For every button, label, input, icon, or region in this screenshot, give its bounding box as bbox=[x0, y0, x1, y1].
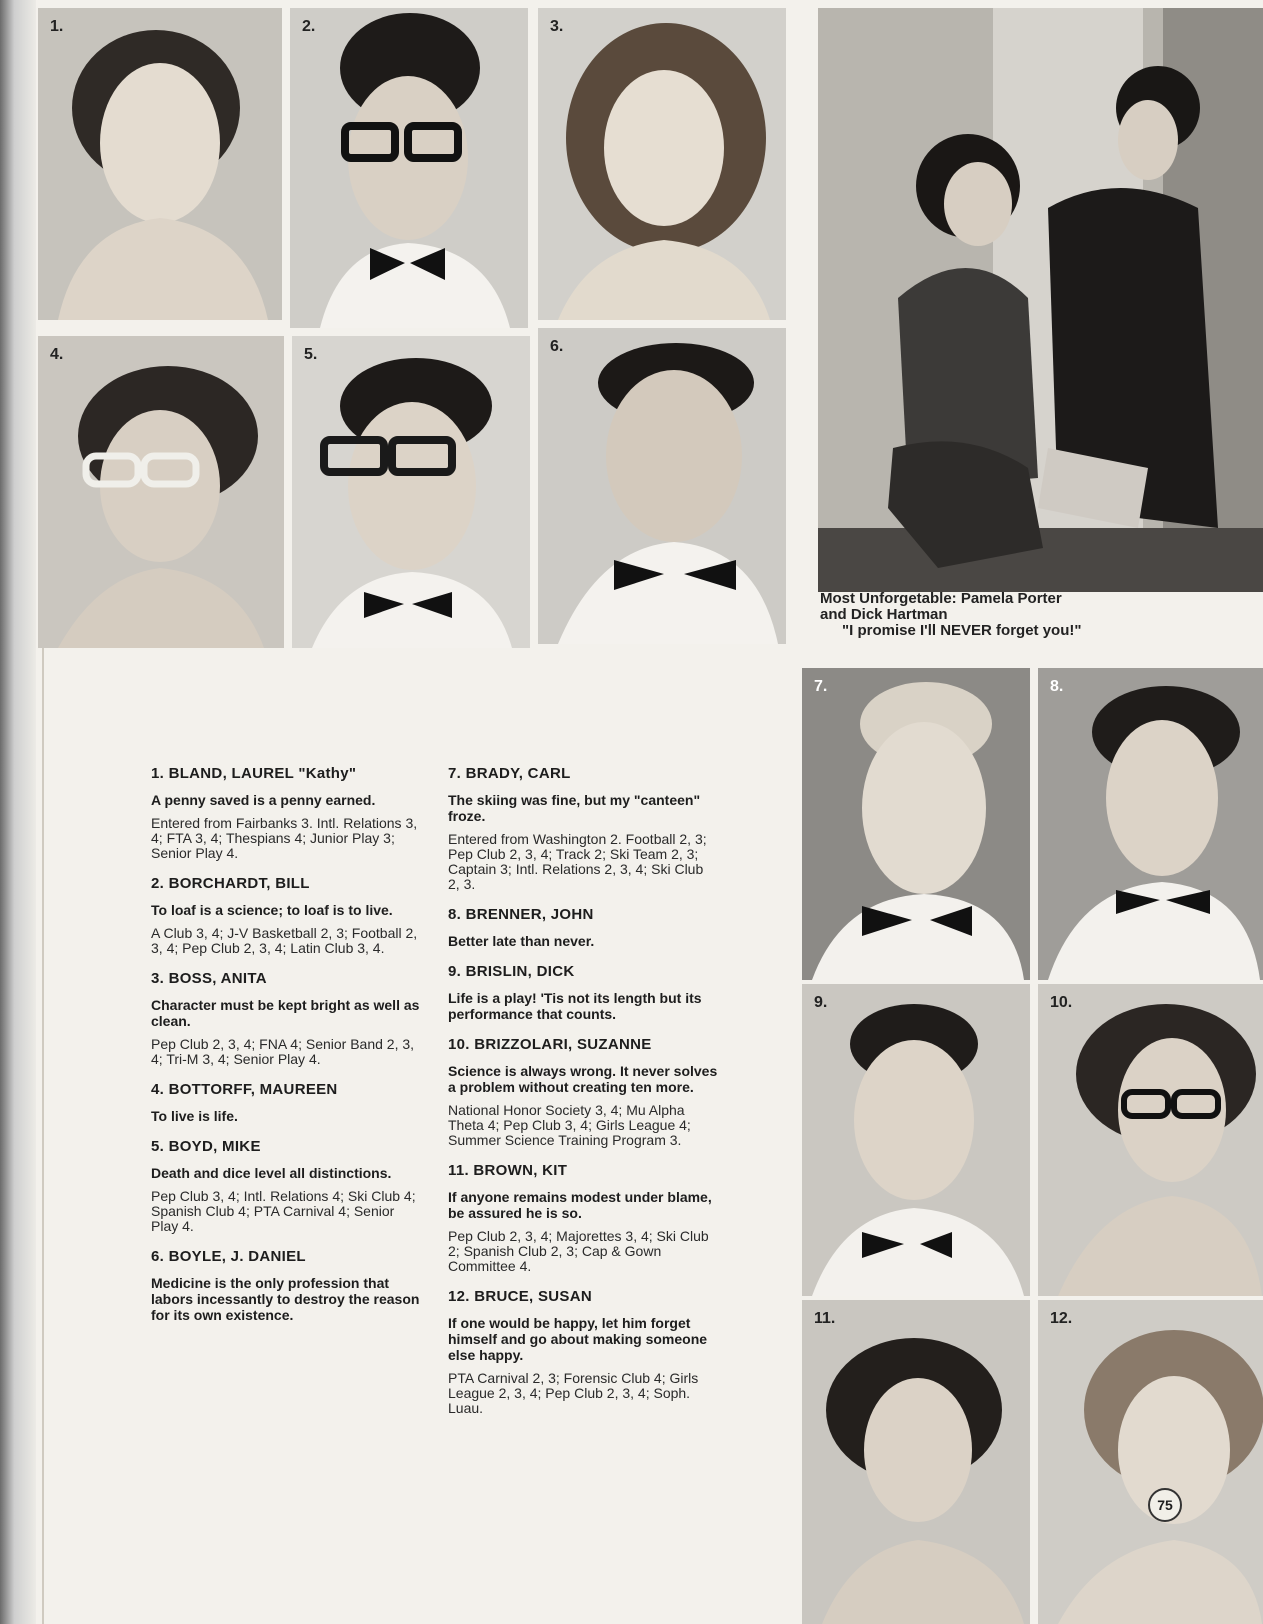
portrait-11 bbox=[802, 1300, 1030, 1624]
senior-name: 8. BRENNER, JOHN bbox=[448, 906, 594, 923]
senior-entry bbox=[151, 1138, 421, 1234]
binding-line bbox=[42, 640, 44, 1624]
portrait-number: 4. bbox=[50, 346, 64, 363]
caption-title: Most Unforgetable: Pamela Porter bbox=[820, 590, 1062, 607]
senior-activities: Pep Club 3, 4; Intl. Relations 4; Ski Club 4; Spanish Club 4; PTA Carnival 4; Senior Play 4. bbox=[151, 1188, 416, 1234]
portrait-number: 9. bbox=[814, 994, 828, 1011]
senior-motto: Life is a play! 'Tis not its length but its performance that counts. bbox=[448, 990, 702, 1022]
page-binding-edge bbox=[0, 0, 36, 1624]
portrait-number: 1. bbox=[50, 18, 64, 35]
senior-motto: Better late than never. bbox=[448, 933, 595, 949]
senior-motto: If anyone remains modest under blame, be assured he is so. bbox=[448, 1189, 712, 1221]
senior-name: 3. BOSS, ANITA bbox=[151, 970, 267, 987]
senior-entry bbox=[448, 1288, 718, 1416]
portrait-number: 10. bbox=[1050, 994, 1073, 1011]
senior-entry bbox=[448, 963, 718, 1022]
senior-motto: If one would be happy, let him forget himself and go about making someone else happy. bbox=[448, 1315, 708, 1363]
page-number: 75 bbox=[1148, 1488, 1182, 1522]
senior-name: 5. BOYD, MIKE bbox=[151, 1138, 261, 1155]
senior-motto: The skiing was fine, but my "canteen" froze. bbox=[448, 792, 701, 824]
portrait-5 bbox=[292, 336, 530, 648]
senior-motto: To loaf is a science; to loaf is to live. bbox=[151, 902, 393, 918]
senior-entry bbox=[151, 1081, 421, 1124]
portrait-number: 12. bbox=[1050, 1310, 1073, 1327]
senior-name: 4. BOTTORFF, MAUREEN bbox=[151, 1081, 338, 1098]
portrait-number: 8. bbox=[1050, 678, 1064, 695]
portrait-number: 3. bbox=[550, 18, 564, 35]
portrait-number: 11. bbox=[814, 1310, 836, 1327]
feature-photo-most-unforgetable bbox=[818, 8, 1263, 592]
portrait-9 bbox=[802, 984, 1030, 1296]
portrait-number: 2. bbox=[302, 18, 316, 35]
senior-entry bbox=[151, 875, 421, 956]
senior-activities: National Honor Society 3, 4; Mu Alpha Theta 4; Pep Club 3, 4; Girls League 4; Summer Science Training Program 3. bbox=[448, 1102, 691, 1148]
portrait-3 bbox=[538, 8, 786, 320]
feature-caption bbox=[820, 591, 1140, 639]
senior-motto: Science is always wrong. It never solves a problem without creating ten more. bbox=[448, 1063, 718, 1095]
senior-entry bbox=[448, 1036, 718, 1148]
portrait-6 bbox=[538, 328, 786, 644]
senior-name: 7. BRADY, CARL bbox=[448, 765, 571, 782]
senior-entry bbox=[151, 1248, 421, 1323]
senior-motto: A penny saved is a penny earned. bbox=[151, 792, 376, 808]
senior-activities: PTA Carnival 2, 3; Forensic Club 4; Girls League 2, 3, 4; Pep Club 2, 3, 4; Soph. Luau. bbox=[448, 1370, 699, 1416]
senior-motto: Character must be kept bright as well as clean. bbox=[151, 997, 420, 1029]
senior-name: 1. BLAND, LAUREL "Kathy" bbox=[151, 765, 357, 782]
senior-list-column-1 bbox=[151, 765, 421, 1337]
senior-name: 11. BROWN, KIT bbox=[448, 1162, 568, 1179]
portrait-8 bbox=[1038, 668, 1263, 980]
senior-name: 2. BORCHARDT, BILL bbox=[151, 875, 310, 892]
caption-quote: "I promise I'll NEVER forget you!" bbox=[842, 622, 1082, 639]
senior-motto: Death and dice level all distinctions. bbox=[151, 1165, 392, 1181]
senior-list-column-2 bbox=[448, 765, 718, 1430]
caption-title-cont: and Dick Hartman bbox=[820, 606, 948, 623]
senior-motto: To live is life. bbox=[151, 1108, 238, 1124]
portrait-12 bbox=[1038, 1300, 1263, 1624]
portrait-4 bbox=[38, 336, 284, 648]
senior-entry bbox=[151, 970, 421, 1067]
senior-activities: Pep Club 2, 3, 4; Majorettes 3, 4; Ski Club 2; Spanish Club 2, 3; Cap & Gown Committee 4. bbox=[448, 1228, 709, 1274]
senior-activities: Entered from Fairbanks 3. Intl. Relations 3, 4; FTA 3, 4; Thespians 4; Junior Play 3; Senior Play 4. bbox=[151, 815, 418, 861]
senior-name: 9. BRISLIN, DICK bbox=[448, 963, 575, 980]
senior-name: 12. BRUCE, SUSAN bbox=[448, 1288, 592, 1305]
senior-activities: A Club 3, 4; J-V Basketball 2, 3; Football 2, 3, 4; Pep Club 2, 3, 4; Latin Club 3, 4. bbox=[151, 925, 418, 956]
senior-entry bbox=[448, 765, 718, 892]
senior-motto: Medicine is the only profession that labors incessantly to destroy the reason for its own existence. bbox=[151, 1275, 420, 1323]
senior-entry bbox=[448, 906, 718, 949]
senior-entry bbox=[448, 1162, 718, 1274]
portrait-1 bbox=[38, 8, 282, 320]
senior-name: 6. BOYLE, J. DANIEL bbox=[151, 1248, 306, 1265]
senior-activities: Pep Club 2, 3, 4; FNA 4; Senior Band 2, 3, 4; Tri-M 3, 4; Senior Play 4. bbox=[151, 1036, 415, 1067]
senior-name: 10. BRIZZOLARI, SUZANNE bbox=[448, 1036, 652, 1053]
senior-activities: Entered from Washington 2. Football 2, 3; Pep Club 2, 3, 4; Track 2; Ski Team 2, 3; Captain 3; Intl. Relations 2, 3, 4; Ski Club 2, 3. bbox=[448, 831, 707, 892]
portrait-number: 5. bbox=[304, 346, 318, 363]
portrait-7 bbox=[802, 668, 1030, 980]
portrait-number: 6. bbox=[550, 338, 564, 355]
portrait-2 bbox=[290, 8, 528, 328]
portrait-number: 7. bbox=[814, 678, 828, 695]
portrait-10 bbox=[1038, 984, 1263, 1296]
senior-entry bbox=[151, 765, 421, 861]
